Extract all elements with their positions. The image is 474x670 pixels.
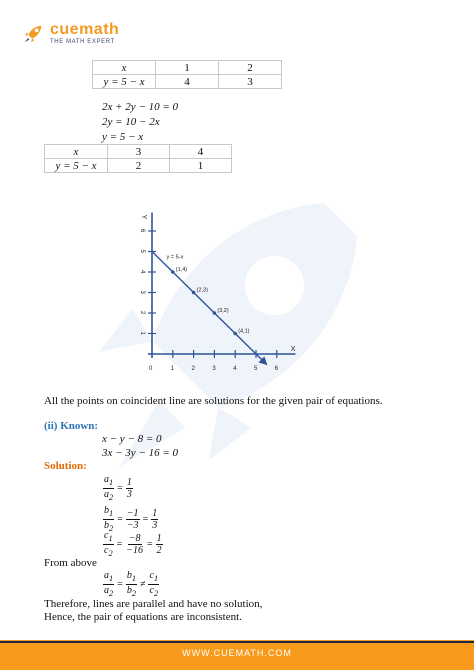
table-cell: 1 — [156, 61, 219, 75]
table-row — [93, 61, 282, 75]
x-tick-label: 6 — [274, 366, 279, 372]
x-tick-label: 1 — [170, 366, 175, 372]
x-tick-label: 4 — [233, 366, 237, 372]
y-tick-label: 5 — [139, 249, 145, 253]
equation-line: y = 5 − x — [102, 131, 144, 143]
ratio-comparison: $\frac{a_1}{a_2}$ = $\frac{b_1}{b_2}$ ≠ $c_1$ $c_2$ — [104, 570, 159, 598]
data-point — [213, 311, 217, 315]
conclusion-text: All the points on coincident line are solutions for the given pair of equations. — [44, 395, 383, 407]
cuemath-logo — [22, 22, 119, 45]
ratio-b: $\frac{b_1}{b_2}$ = $\frac{-1}{-3}$ = $\frac{1}{3}$ — [104, 505, 158, 533]
rocket-logo-icon — [22, 23, 44, 45]
table-cell: x — [45, 145, 108, 159]
x-tick-label: 5 — [254, 366, 258, 372]
equation-line: 2y = 10 − 2x — [102, 116, 160, 128]
table-cell: y = 5 − x — [93, 75, 156, 89]
brand-tagline: THE MATH EXPERT — [50, 39, 115, 45]
from-above-text: From above — [44, 557, 97, 569]
value-table-1 — [92, 60, 282, 89]
data-point — [171, 270, 175, 274]
table-row — [45, 145, 232, 159]
line-y-equals-5-minus-x — [152, 252, 266, 365]
y-tick-label: 3 — [139, 290, 145, 294]
y-tick-label: 1 — [139, 331, 145, 335]
point-label: (4,1) — [238, 328, 250, 335]
equation-line: 2x + 2y − 10 = 0 — [102, 101, 179, 113]
value-table-2 — [44, 144, 232, 173]
table-cell: 4 — [170, 145, 232, 159]
point-label: (1,4) — [175, 267, 188, 273]
table-row — [93, 75, 282, 89]
coordinate-graph — [130, 200, 320, 380]
table-cell: 4 — [156, 75, 219, 89]
known-heading: (ii) Known: — [44, 420, 99, 432]
y-axis-label: Y — [140, 214, 147, 220]
y-tick-label: 2 — [139, 311, 145, 315]
table-cell: 2 — [219, 61, 282, 75]
data-point — [192, 291, 196, 295]
table-cell: 3 — [219, 75, 282, 89]
line-label: y = 5-x — [166, 254, 184, 261]
hence-text: Hence, the pair of equations are inconsistent. — [44, 611, 242, 623]
ratio-c: $\frac{c_1}{c_2}$ = $\frac{-8}{-16}$ = $\frac{1}{2}$ — [104, 530, 162, 558]
x-axis-label: X — [290, 346, 296, 353]
footer-stripe — [0, 641, 474, 643]
y-tick-label: 6 — [139, 229, 145, 233]
y-tick-label: 4 — [139, 270, 145, 274]
table-cell: y = 5 − x — [45, 159, 108, 173]
ratio-a: $\frac{a_1}{a_2}$ = $\frac{1}{3}$ — [104, 474, 132, 502]
table-cell: 2 — [108, 159, 170, 173]
x-tick-label: 2 — [191, 366, 195, 372]
therefore-text: Therefore, lines are parallel and have no solution, — [44, 598, 263, 610]
brand-name: cuemath — [50, 21, 120, 38]
table-row — [45, 159, 232, 173]
footer-url: WWW.CUEMATH.COM — [182, 648, 292, 658]
x-tick-label: 3 — [212, 366, 216, 372]
x-tick-label: 0 — [149, 366, 153, 372]
point-label: (3,2) — [217, 308, 229, 314]
solution-heading: Solution: — [44, 460, 87, 472]
table-cell: 3 — [108, 145, 170, 159]
point-label: (2,3) — [196, 287, 208, 294]
equation-line: 3x − 3y − 16 = 0 — [102, 447, 179, 459]
table-cell: x — [93, 61, 156, 75]
table-cell: 1 — [170, 159, 232, 173]
data-point — [233, 332, 237, 336]
equation-line: x − y − 8 = 0 — [102, 433, 162, 445]
